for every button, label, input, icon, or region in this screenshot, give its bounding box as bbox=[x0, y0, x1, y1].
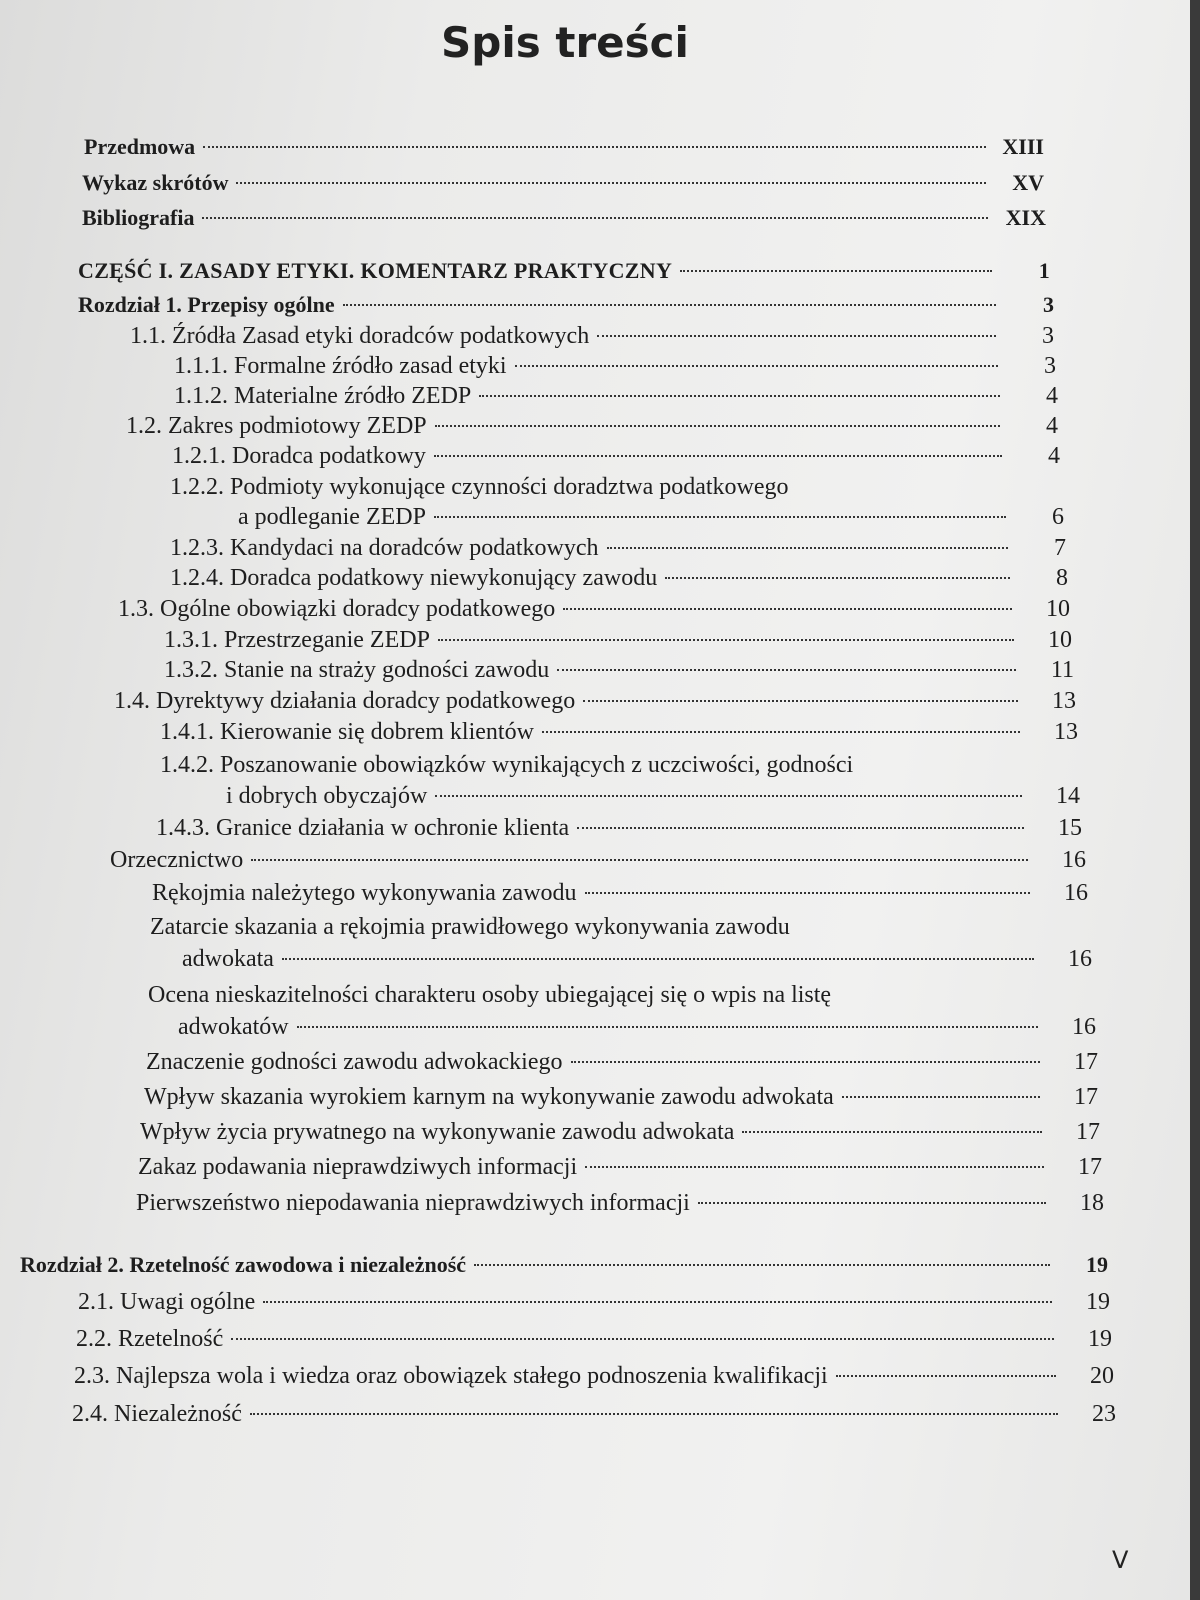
dot-leader bbox=[842, 1096, 1040, 1098]
toc-entry-page: 17 bbox=[1078, 1154, 1102, 1180]
toc-entry bbox=[82, 168, 1044, 198]
dot-leader bbox=[202, 217, 988, 219]
toc-entry-label: 1.2. Zakres podmiotowy ZEDP bbox=[126, 413, 427, 439]
toc-entry bbox=[130, 321, 1054, 351]
dot-leader bbox=[263, 1301, 1052, 1303]
toc-entry bbox=[164, 655, 1074, 685]
toc-entry-page: 4 bbox=[1046, 383, 1058, 409]
toc-entry-label: CZĘŚĆ I. ZASADY ETYKI. KOMENTARZ PRAKTYCZNY bbox=[78, 258, 673, 283]
toc-entry-label: 1.1.1. Formalne źródło zasad etyki bbox=[174, 353, 507, 379]
dot-leader bbox=[583, 700, 1018, 702]
toc-entry-label: Zakaz podawania nieprawdziwych informacji bbox=[138, 1154, 578, 1180]
toc-entry-label: 1.3. Ogólne obowiązki doradcy podatkowego bbox=[118, 596, 556, 622]
toc-entry-page: XIX bbox=[1005, 205, 1046, 230]
toc-entry-label: Pierwszeństwo niepodawania nieprawdziwych informacji bbox=[136, 1190, 690, 1216]
dot-leader bbox=[585, 892, 1030, 894]
dot-leader bbox=[474, 1264, 1050, 1266]
dot-leader bbox=[434, 455, 1002, 457]
toc-entry-label: 2.3. Najlepsza wola i wiedza oraz obowiązek stałego podnoszenia kwalifikacji bbox=[74, 1363, 828, 1389]
toc-entry bbox=[170, 563, 1068, 593]
toc-entry-label: 2.2. Rzetelność bbox=[76, 1326, 224, 1352]
toc-entry-label: Ocena nieskazitelności charakteru osoby ubiegającej się o wpis na listę bbox=[148, 982, 832, 1008]
toc-entry bbox=[82, 203, 1046, 233]
toc-entry-label: 1.4.1. Kierowanie się dobrem klientów bbox=[160, 719, 534, 745]
dot-leader bbox=[251, 859, 1028, 861]
toc-entry-page: 16 bbox=[1062, 847, 1086, 873]
toc-entry-page: 8 bbox=[1056, 565, 1068, 591]
toc-entry-label: Bibliografia bbox=[82, 205, 195, 230]
toc-entry-page: 23 bbox=[1092, 1401, 1116, 1427]
toc-entry-label: 1.2.2. Podmioty wykonujące czynności doradztwa podatkowego bbox=[170, 474, 789, 500]
toc-entry-page: 16 bbox=[1064, 880, 1088, 906]
toc-entry-page: 1 bbox=[1038, 258, 1050, 283]
toc-entry bbox=[238, 502, 1064, 532]
toc-entry-page: 18 bbox=[1080, 1190, 1104, 1216]
toc-entry-page: 3 bbox=[1043, 292, 1054, 317]
toc-entry-page: 16 bbox=[1072, 1014, 1096, 1040]
toc-entry-page: 3 bbox=[1044, 353, 1056, 379]
toc-entry-label: 2.1. Uwagi ogólne bbox=[78, 1289, 256, 1315]
toc-entry bbox=[174, 381, 1058, 411]
toc-entry bbox=[160, 717, 1078, 747]
dot-leader bbox=[563, 608, 1012, 610]
toc-entry bbox=[114, 686, 1076, 716]
dot-leader bbox=[297, 1026, 1038, 1028]
toc-entry bbox=[126, 411, 1058, 441]
toc-entry-label: Znaczenie godności zawodu adwokackiego bbox=[146, 1049, 563, 1075]
toc-entry bbox=[170, 533, 1066, 563]
dot-leader bbox=[557, 669, 1016, 671]
dot-leader bbox=[435, 795, 1022, 797]
toc-entry-page: 7 bbox=[1054, 535, 1066, 561]
toc-entry bbox=[174, 351, 1056, 381]
toc-entry-label-continuation: a podleganie ZEDP bbox=[238, 504, 426, 530]
dot-leader bbox=[577, 827, 1024, 829]
toc-entry-label: 1.2.4. Doradca podatkowy niewykonujący zawodu bbox=[170, 565, 658, 591]
toc-entry-page: XV bbox=[1012, 170, 1044, 195]
toc-entry-label-continuation: adwokata bbox=[182, 946, 274, 972]
toc-entry-page: XIII bbox=[1002, 134, 1044, 159]
toc-entry-page: 16 bbox=[1068, 946, 1092, 972]
toc-entry-page: 17 bbox=[1076, 1119, 1100, 1145]
toc-entry-page: 15 bbox=[1058, 815, 1082, 841]
toc-entry-page: 17 bbox=[1074, 1084, 1098, 1110]
dot-leader bbox=[438, 639, 1014, 641]
dot-leader bbox=[607, 547, 1008, 549]
toc-entry-label: 1.1.2. Materialne źródło ZEDP bbox=[174, 383, 472, 409]
toc-entry-page: 13 bbox=[1052, 688, 1076, 714]
toc-entry bbox=[76, 1324, 1112, 1354]
dot-leader bbox=[236, 182, 986, 184]
dot-leader bbox=[203, 146, 986, 148]
toc-entry bbox=[78, 1287, 1110, 1317]
toc-entry bbox=[118, 594, 1070, 624]
dot-leader bbox=[250, 1413, 1058, 1415]
toc-entry-label: 1.3.2. Stanie na straży godności zawodu bbox=[164, 657, 550, 683]
toc-entry bbox=[172, 441, 1060, 471]
toc-entry-label: Zatarcie skazania a rękojmia prawidłowego wykonywania zawodu bbox=[150, 914, 790, 940]
toc-entry bbox=[138, 1152, 1102, 1182]
page-number: V bbox=[1112, 1546, 1129, 1574]
toc-entry-label-continuation: adwokatów bbox=[178, 1014, 289, 1040]
dot-leader bbox=[479, 395, 1000, 397]
toc-entry-label: Wykaz skrótów bbox=[82, 170, 229, 195]
toc-entry-label-continuation: i dobrych obyczajów bbox=[226, 783, 428, 809]
dot-leader bbox=[680, 270, 992, 272]
toc-entry-label: Przedmowa bbox=[84, 134, 196, 159]
toc-entry-page: 13 bbox=[1054, 719, 1078, 745]
toc-entry-label: Rozdział 2. Rzetelność zawodowa i niezależność bbox=[20, 1252, 467, 1277]
toc-entry-label: Wpływ życia prywatnego na wykonywanie zawodu adwokata bbox=[140, 1119, 735, 1145]
dot-leader bbox=[434, 516, 1006, 518]
toc-entry-label: 1.4.2. Poszanowanie obowiązków wynikających z uczciwości, godności bbox=[160, 752, 854, 778]
dot-leader bbox=[597, 335, 996, 337]
dot-leader bbox=[585, 1166, 1044, 1168]
toc-entry bbox=[182, 944, 1092, 974]
dot-leader bbox=[282, 958, 1034, 960]
toc-entry-label: 1.2.1. Doradca podatkowy bbox=[172, 443, 426, 469]
toc-entry bbox=[74, 1361, 1114, 1391]
toc-entry bbox=[144, 1082, 1098, 1112]
toc-entry bbox=[72, 1399, 1116, 1429]
toc-entry-page: 19 bbox=[1086, 1252, 1108, 1277]
toc-entry bbox=[110, 845, 1086, 875]
dot-leader bbox=[742, 1131, 1042, 1133]
toc-entry-label: 1.4.3. Granice działania w ochronie klienta bbox=[156, 815, 570, 841]
toc-entry-label: 1.4. Dyrektywy działania doradcy podatkowego bbox=[114, 688, 576, 714]
toc-entry-label: Rozdział 1. Przepisy ogólne bbox=[78, 292, 335, 317]
dot-leader bbox=[435, 425, 1000, 427]
dot-leader bbox=[836, 1375, 1056, 1377]
toc-entry bbox=[156, 813, 1082, 843]
toc-entry-page: 6 bbox=[1052, 504, 1064, 530]
toc-entry bbox=[146, 1047, 1098, 1077]
dot-leader bbox=[231, 1338, 1054, 1340]
dot-leader bbox=[515, 365, 998, 367]
toc-entry bbox=[164, 625, 1072, 655]
toc-entry-page: 10 bbox=[1046, 596, 1070, 622]
toc-entry-label: 1.3.1. Przestrzeganie ZEDP bbox=[164, 627, 430, 653]
toc-part-heading bbox=[78, 256, 1050, 286]
toc-entry bbox=[84, 132, 1044, 162]
toc-entry bbox=[152, 878, 1088, 908]
toc-entry-page: 20 bbox=[1090, 1363, 1114, 1389]
toc-entry-page: 19 bbox=[1088, 1326, 1112, 1352]
toc-entry-page: 17 bbox=[1074, 1049, 1098, 1075]
toc-entry-page: 10 bbox=[1048, 627, 1072, 653]
toc-entry bbox=[178, 1012, 1096, 1042]
toc-chapter bbox=[78, 290, 1054, 320]
toc-entry bbox=[136, 1188, 1104, 1218]
toc-entry-label: Orzecznictwo bbox=[110, 847, 244, 873]
toc-entry bbox=[226, 781, 1080, 811]
toc-entry-page: 4 bbox=[1046, 413, 1058, 439]
toc-entry-label: 2.4. Niezależność bbox=[72, 1401, 242, 1427]
toc-entry-page: 3 bbox=[1042, 323, 1054, 349]
toc-entry-label: Rękojmia należytego wykonywania zawodu bbox=[152, 880, 577, 906]
toc-entry-page: 19 bbox=[1086, 1289, 1110, 1315]
toc-entry-label: 1.2.3. Kandydaci na doradców podatkowych bbox=[170, 535, 599, 561]
dot-leader bbox=[698, 1202, 1046, 1204]
dot-leader bbox=[665, 577, 1010, 579]
toc-entry-page: 14 bbox=[1056, 783, 1080, 809]
toc-entry-page: 11 bbox=[1050, 657, 1074, 683]
page-title: Spis treści bbox=[441, 18, 689, 67]
toc-entry-page: 4 bbox=[1048, 443, 1060, 469]
dot-leader bbox=[343, 304, 996, 306]
toc-entry-label: 1.1. Źródła Zasad etyki doradców podatkowych bbox=[130, 323, 590, 349]
dot-leader bbox=[571, 1061, 1041, 1063]
toc-chapter bbox=[20, 1250, 1108, 1280]
toc-entry bbox=[140, 1117, 1100, 1147]
toc-entry-label: Wpływ skazania wyrokiem karnym na wykonywanie zawodu adwokata bbox=[144, 1084, 834, 1110]
dot-leader bbox=[542, 731, 1020, 733]
